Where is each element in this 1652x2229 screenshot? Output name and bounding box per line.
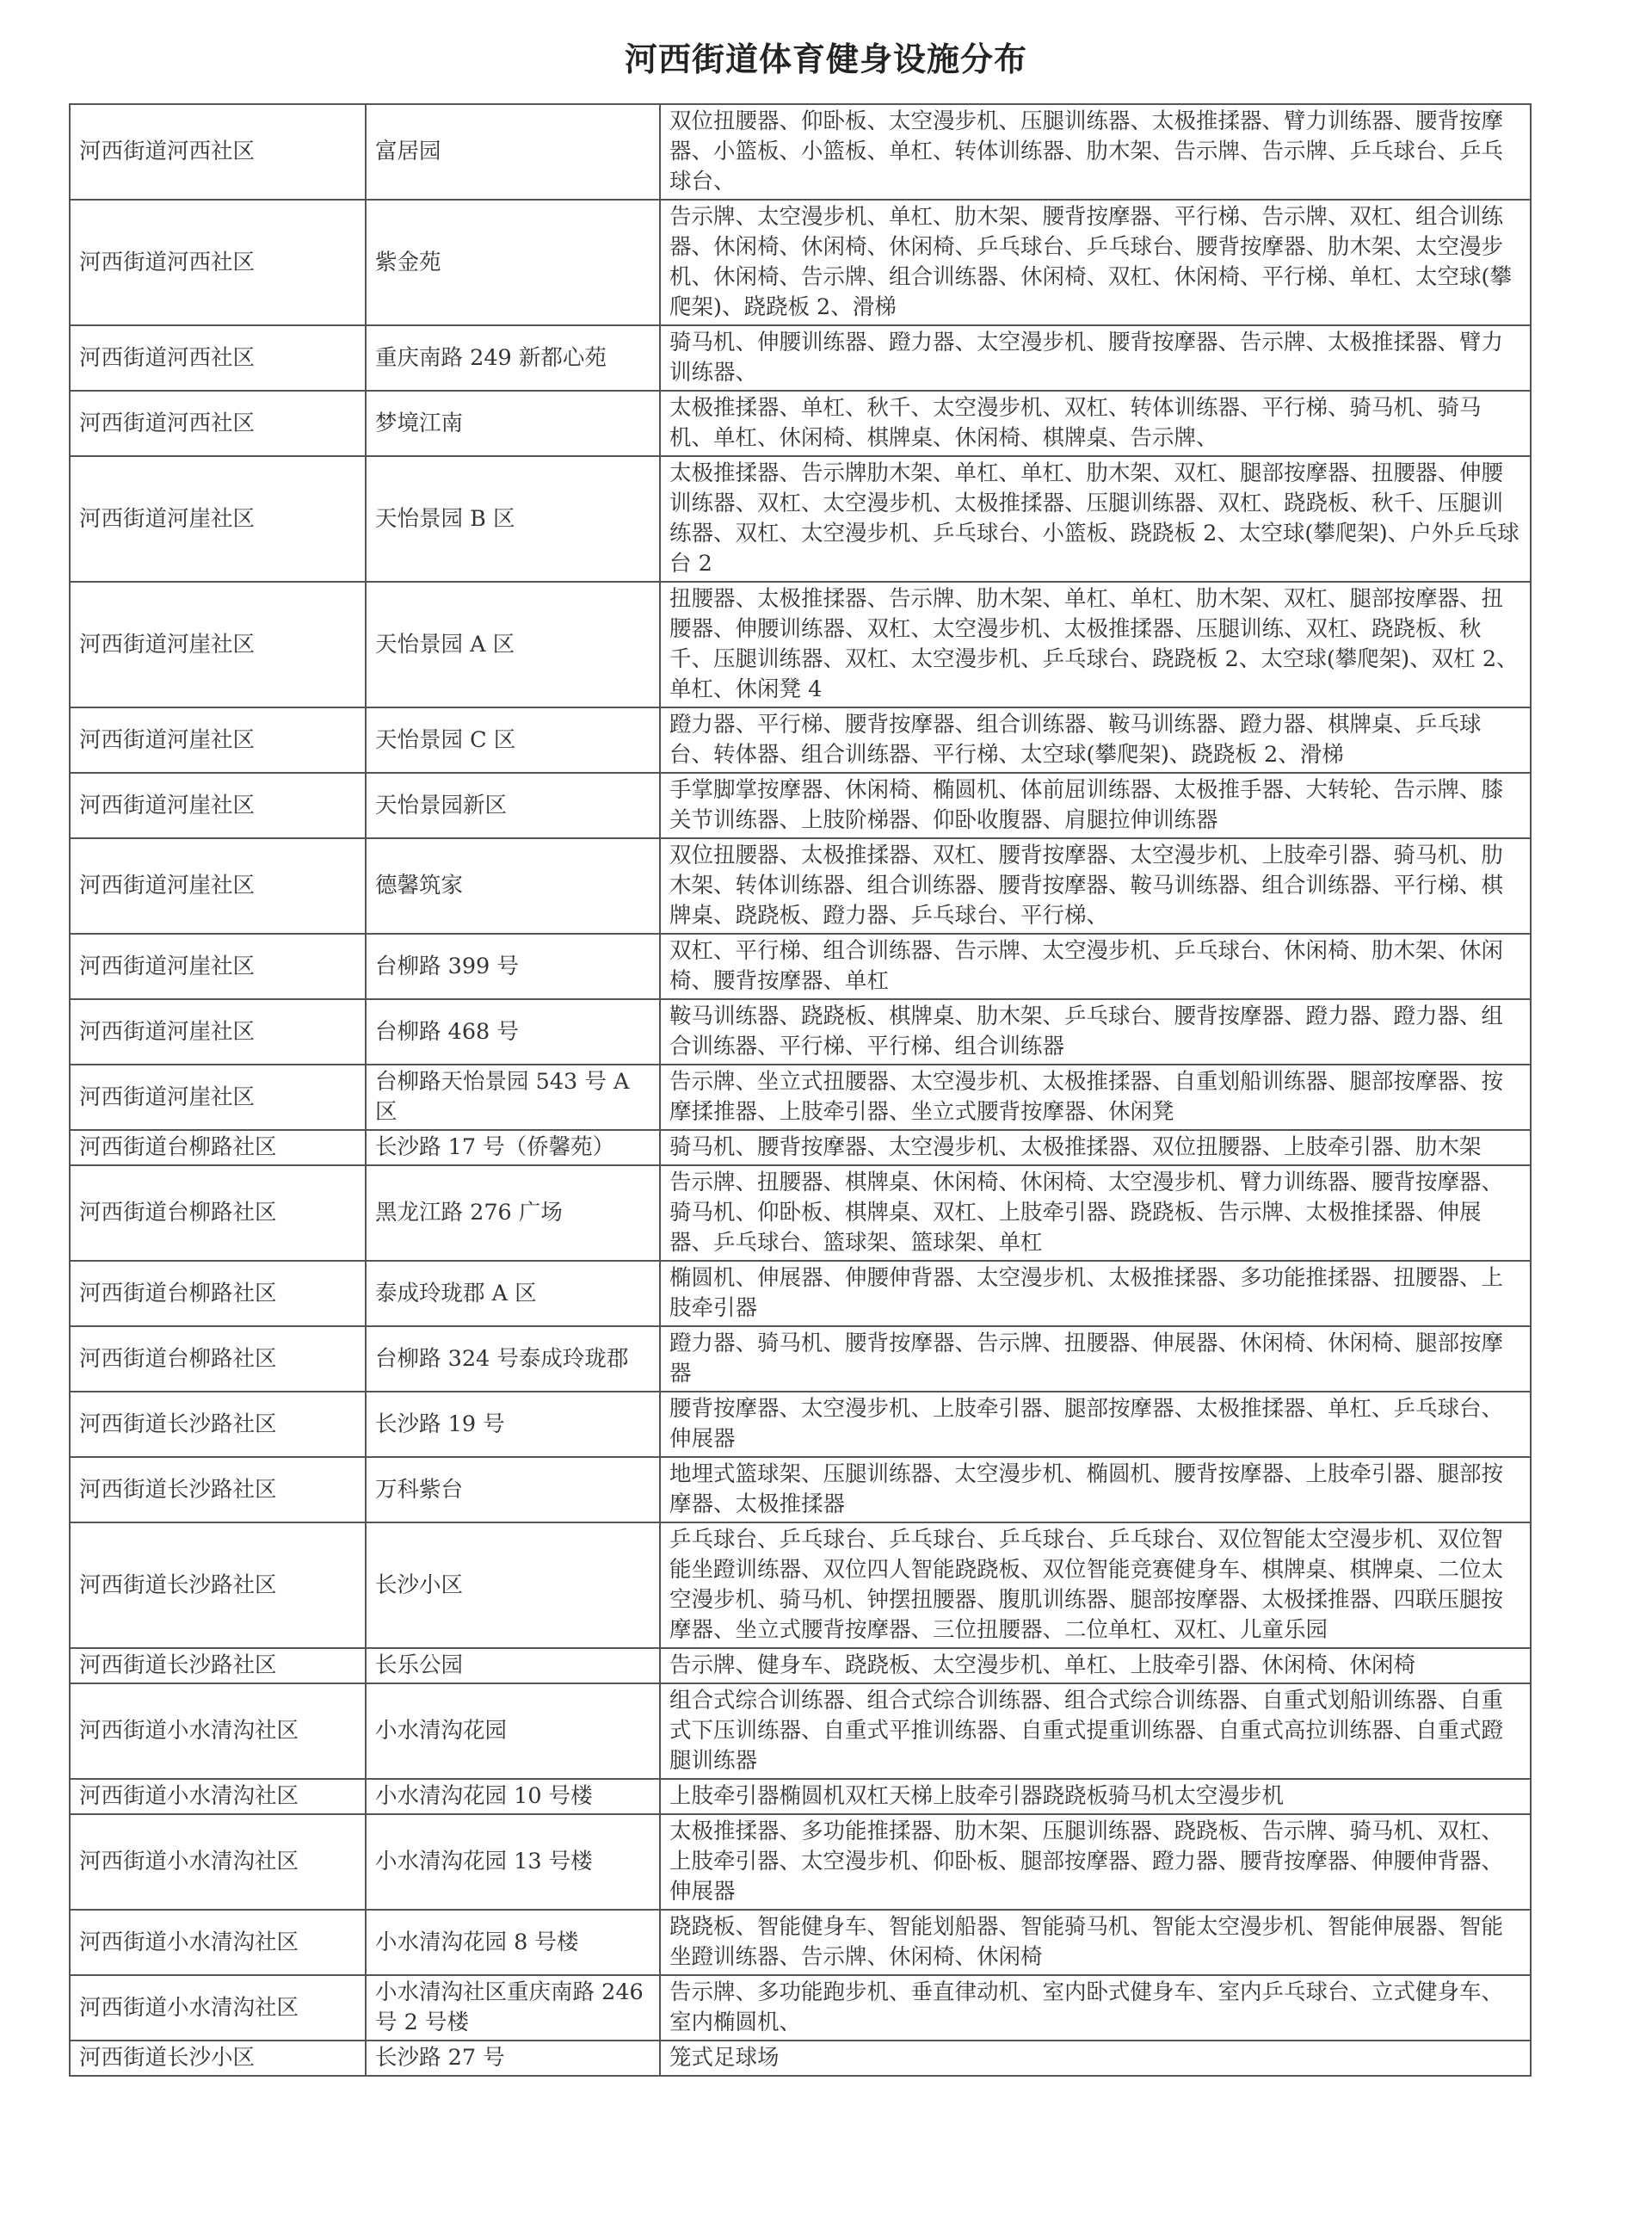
location-cell: 紫金苑 [366, 200, 660, 325]
community-cell: 河西街道小水清沟社区 [70, 1814, 366, 1910]
facilities-cell: 椭圆机、伸展器、伸腰伸背器、太空漫步机、太极推揉器、多功能推揉器、扭腰器、上肢牵引器 [660, 1261, 1531, 1326]
facilities-cell: 蹬力器、平行梯、腰背按摩器、组合训练器、鞍马训练器、蹬力器、棋牌桌、乒乓球台、转体器、组合训练器、平行梯、太空球(攀爬架)、跷跷板 2、滑梯 [660, 707, 1531, 773]
community-cell: 河西街道河崖社区 [70, 707, 366, 773]
table-row [70, 1457, 1531, 1522]
community-cell: 河西街道河西社区 [70, 104, 366, 200]
community-cell: 河西街道长沙路社区 [70, 1457, 366, 1522]
facilities-cell: 太极推揉器、多功能推揉器、肋木架、压腿训练器、跷跷板、告示牌、骑马机、双杠、上肢牵引器、太空漫步机、仰卧板、腿部按摩器、蹬力器、腰背按摩器、伸腰伸背器、伸展器 [660, 1814, 1531, 1910]
location-cell: 泰成玲珑郡 A 区 [366, 1261, 660, 1326]
facilities-cell: 腰背按摩器、太空漫步机、上肢牵引器、腿部按摩器、太极推揉器、单杠、乒乓球台、伸展器 [660, 1392, 1531, 1457]
location-cell: 小水清沟花园 13 号楼 [366, 1814, 660, 1910]
community-cell: 河西街道小水清沟社区 [70, 1683, 366, 1779]
facilities-cell: 双位扭腰器、仰卧板、太空漫步机、压腿训练器、太极推揉器、臂力训练器、腰背按摩器、小篮板、小篮板、单杠、转体训练器、肋木架、告示牌、告示牌、乒乓球台、乒乓球台、 [660, 104, 1531, 200]
location-cell: 梦境江南 [366, 391, 660, 456]
table-row [70, 1392, 1531, 1457]
facilities-cell: 手掌脚掌按摩器、休闲椅、椭圆机、体前屈训练器、太极推手器、大转轮、告示牌、膝关节训练器、上肢阶梯器、仰卧收腹器、肩腿拉伸训练器 [660, 773, 1531, 838]
community-cell: 河西街道长沙路社区 [70, 1522, 366, 1648]
table-row [70, 1975, 1531, 2041]
facilities-cell: 扭腰器、太极推揉器、告示牌、肋木架、单杠、单杠、肋木架、双杠、腿部按摩器、扭腰器、伸腰训练器、双杠、太空漫步机、太极推揉器、压腿训练、双杠、跷跷板、秋千、压腿训练器、双杠、太空漫步机、乒乓球台、跷跷板 2、太空球(攀爬架)、双杠 2、单杠、休闲凳 4 [660, 582, 1531, 707]
location-cell: 天怡景园 B 区 [366, 456, 660, 582]
facilities-cell: 乒乓球台、乒乓球台、乒乓球台、乒乓球台、乒乓球台、双位智能太空漫步机、双位智能坐蹬训练器、双位四人智能跷跷板、双位智能竞赛健身车、棋牌桌、棋牌桌、二位太空漫步机、骑马机、钟摆扭腰器、腹肌训练器、腿部按摩器、太极揉推器、四联压腿按摩器、坐立式腰背按摩器、三位扭腰器、二位单杠、双杠、儿童乐园 [660, 1522, 1531, 1648]
location-cell: 万科紫台 [366, 1457, 660, 1522]
facilities-cell: 地埋式篮球架、压腿训练器、太空漫步机、椭圆机、腰背按摩器、上肢牵引器、腿部按摩器、太极推揉器 [660, 1457, 1531, 1522]
facilities-cell: 告示牌、扭腰器、棋牌桌、休闲椅、休闲椅、太空漫步机、臂力训练器、腰背按摩器、骑马机、仰卧板、棋牌桌、双杠、上肢牵引器、跷跷板、告示牌、太极推揉器、伸展器、乒乓球台、篮球架、篮球架、单杠 [660, 1165, 1531, 1261]
community-cell: 河西街道小水清沟社区 [70, 1779, 366, 1814]
facilities-cell: 上肢牵引器椭圆机双杠天梯上肢牵引器跷跷板骑马机太空漫步机 [660, 1779, 1531, 1814]
facilities-table [69, 103, 1532, 2077]
location-cell: 小水清沟花园 [366, 1683, 660, 1779]
location-cell: 台柳路 399 号 [366, 934, 660, 999]
table-row [70, 391, 1531, 456]
community-cell: 河西街道台柳路社区 [70, 1261, 366, 1326]
location-cell: 台柳路 324 号泰成玲珑郡 [366, 1326, 660, 1392]
table-row [70, 999, 1531, 1065]
community-cell: 河西街道河崖社区 [70, 934, 366, 999]
table-row [70, 1326, 1531, 1392]
location-cell: 长乐公园 [366, 1648, 660, 1683]
facilities-cell: 告示牌、坐立式扭腰器、太空漫步机、太极推揉器、自重划船训练器、腿部按摩器、按摩揉推器、上肢牵引器、坐立式腰背按摩器、休闲凳 [660, 1065, 1531, 1130]
table-row [70, 1065, 1531, 1130]
community-cell: 河西街道河崖社区 [70, 582, 366, 707]
location-cell: 台柳路 468 号 [366, 999, 660, 1065]
facilities-cell: 笼式足球场 [660, 2041, 1531, 2076]
table-row [70, 582, 1531, 707]
table-row [70, 2041, 1531, 2076]
community-cell: 河西街道河崖社区 [70, 456, 366, 582]
community-cell: 河西街道河西社区 [70, 391, 366, 456]
table-row [70, 1814, 1531, 1910]
community-cell: 河西街道长沙路社区 [70, 1648, 366, 1683]
table-row [70, 1130, 1531, 1165]
location-cell: 小水清沟花园 8 号楼 [366, 1910, 660, 1975]
location-cell: 天怡景园新区 [366, 773, 660, 838]
location-cell: 台柳路天怡景园 543 号 A 区 [366, 1065, 660, 1130]
community-cell: 河西街道河崖社区 [70, 1065, 366, 1130]
table-row [70, 773, 1531, 838]
facilities-cell: 告示牌、太空漫步机、单杠、肋木架、腰背按摩器、平行梯、告示牌、双杠、组合训练器、休闲椅、休闲椅、休闲椅、乒乓球台、乒乓球台、腰背按摩器、肋木架、太空漫步机、休闲椅、告示牌、组合训练器、休闲椅、双杠、休闲椅、平行梯、单杠、太空球(攀爬架)、跷跷板 2、滑梯 [660, 200, 1531, 325]
table-row [70, 1165, 1531, 1261]
community-cell: 河西街道台柳路社区 [70, 1165, 366, 1261]
community-cell: 河西街道河崖社区 [70, 838, 366, 934]
table-row [70, 1683, 1531, 1779]
table-row [70, 838, 1531, 934]
location-cell: 小水清沟花园 10 号楼 [366, 1779, 660, 1814]
table-body [70, 104, 1531, 2076]
table-row [70, 104, 1531, 200]
facilities-cell: 双位扭腰器、太极推揉器、双杠、腰背按摩器、太空漫步机、上肢牵引器、骑马机、肋木架、转体训练器、组合训练器、腰背按摩器、鞍马训练器、组合训练器、平行梯、棋牌桌、跷跷板、蹬力器、乒乓球台、平行梯、 [660, 838, 1531, 934]
facilities-cell: 告示牌、多功能跑步机、垂直律动机、室内卧式健身车、室内乒乓球台、立式健身车、室内椭圆机、 [660, 1975, 1531, 2041]
location-cell: 德馨筑家 [366, 838, 660, 934]
facilities-cell: 蹬力器、骑马机、腰背按摩器、告示牌、扭腰器、伸展器、休闲椅、休闲椅、腿部按摩器 [660, 1326, 1531, 1392]
location-cell: 天怡景园 C 区 [366, 707, 660, 773]
table-row [70, 934, 1531, 999]
facilities-cell: 告示牌、健身车、跷跷板、太空漫步机、单杠、上肢牵引器、休闲椅、休闲椅 [660, 1648, 1531, 1683]
table-row [70, 1261, 1531, 1326]
community-cell: 河西街道河西社区 [70, 200, 366, 325]
table-row [70, 1648, 1531, 1683]
community-cell: 河西街道长沙小区 [70, 2041, 366, 2076]
table-row [70, 1779, 1531, 1814]
community-cell: 河西街道河西社区 [70, 325, 366, 391]
community-cell: 河西街道台柳路社区 [70, 1130, 366, 1165]
facilities-cell: 双杠、平行梯、组合训练器、告示牌、太空漫步机、乒乓球台、休闲椅、肋木架、休闲椅、腰背按摩器、单杠 [660, 934, 1531, 999]
facilities-cell: 太极推揉器、单杠、秋千、太空漫步机、双杠、转体训练器、平行梯、骑马机、骑马机、单杠、休闲椅、棋牌桌、休闲椅、棋牌桌、告示牌、 [660, 391, 1531, 456]
community-cell: 河西街道长沙路社区 [70, 1392, 366, 1457]
location-cell: 小水清沟社区重庆南路 246 号 2 号楼 [366, 1975, 660, 2041]
location-cell: 长沙路 17 号（侨馨苑） [366, 1130, 660, 1165]
community-cell: 河西街道台柳路社区 [70, 1326, 366, 1392]
table-row [70, 200, 1531, 325]
location-cell: 长沙路 19 号 [366, 1392, 660, 1457]
table-row [70, 707, 1531, 773]
location-cell: 重庆南路 249 新都心苑 [366, 325, 660, 391]
community-cell: 河西街道河崖社区 [70, 773, 366, 838]
community-cell: 河西街道小水清沟社区 [70, 1910, 366, 1975]
table-row [70, 1522, 1531, 1648]
table-row [70, 325, 1531, 391]
facilities-cell: 跷跷板、智能健身车、智能划船器、智能骑马机、智能太空漫步机、智能伸展器、智能坐蹬训练器、告示牌、休闲椅、休闲椅 [660, 1910, 1531, 1975]
location-cell: 天怡景园 A 区 [366, 582, 660, 707]
facilities-cell: 组合式综合训练器、组合式综合训练器、组合式综合训练器、自重式划船训练器、自重式下压训练器、自重式平推训练器、自重式提重训练器、自重式高拉训练器、自重式蹬腿训练器 [660, 1683, 1531, 1779]
location-cell: 长沙路 27 号 [366, 2041, 660, 2076]
facilities-cell: 骑马机、腰背按摩器、太空漫步机、太极推揉器、双位扭腰器、上肢牵引器、肋木架 [660, 1130, 1531, 1165]
page-title: 河西街道体育健身设施分布 [624, 40, 1027, 78]
table-row [70, 456, 1531, 582]
facilities-cell: 骑马机、伸腰训练器、蹬力器、太空漫步机、腰背按摩器、告示牌、太极推揉器、臂力训练器、 [660, 325, 1531, 391]
location-cell: 长沙小区 [366, 1522, 660, 1648]
community-cell: 河西街道河崖社区 [70, 999, 366, 1065]
community-cell: 河西街道小水清沟社区 [70, 1975, 366, 2041]
location-cell: 富居园 [366, 104, 660, 200]
facilities-cell: 鞍马训练器、跷跷板、棋牌桌、肋木架、乒乓球台、腰背按摩器、蹬力器、蹬力器、组合训练器、平行梯、平行梯、组合训练器 [660, 999, 1531, 1065]
location-cell: 黑龙江路 276 广场 [366, 1165, 660, 1261]
facilities-cell: 太极推揉器、告示牌肋木架、单杠、单杠、肋木架、双杠、腿部按摩器、扭腰器、伸腰训练器、双杠、太空漫步机、太极推揉器、压腿训练器、双杠、跷跷板、秋千、压腿训练器、双杠、太空漫步机、乒乓球台、小篮板、跷跷板 2、太空球(攀爬架)、户外乒乓球台 2 [660, 456, 1531, 582]
table-row [70, 1910, 1531, 1975]
